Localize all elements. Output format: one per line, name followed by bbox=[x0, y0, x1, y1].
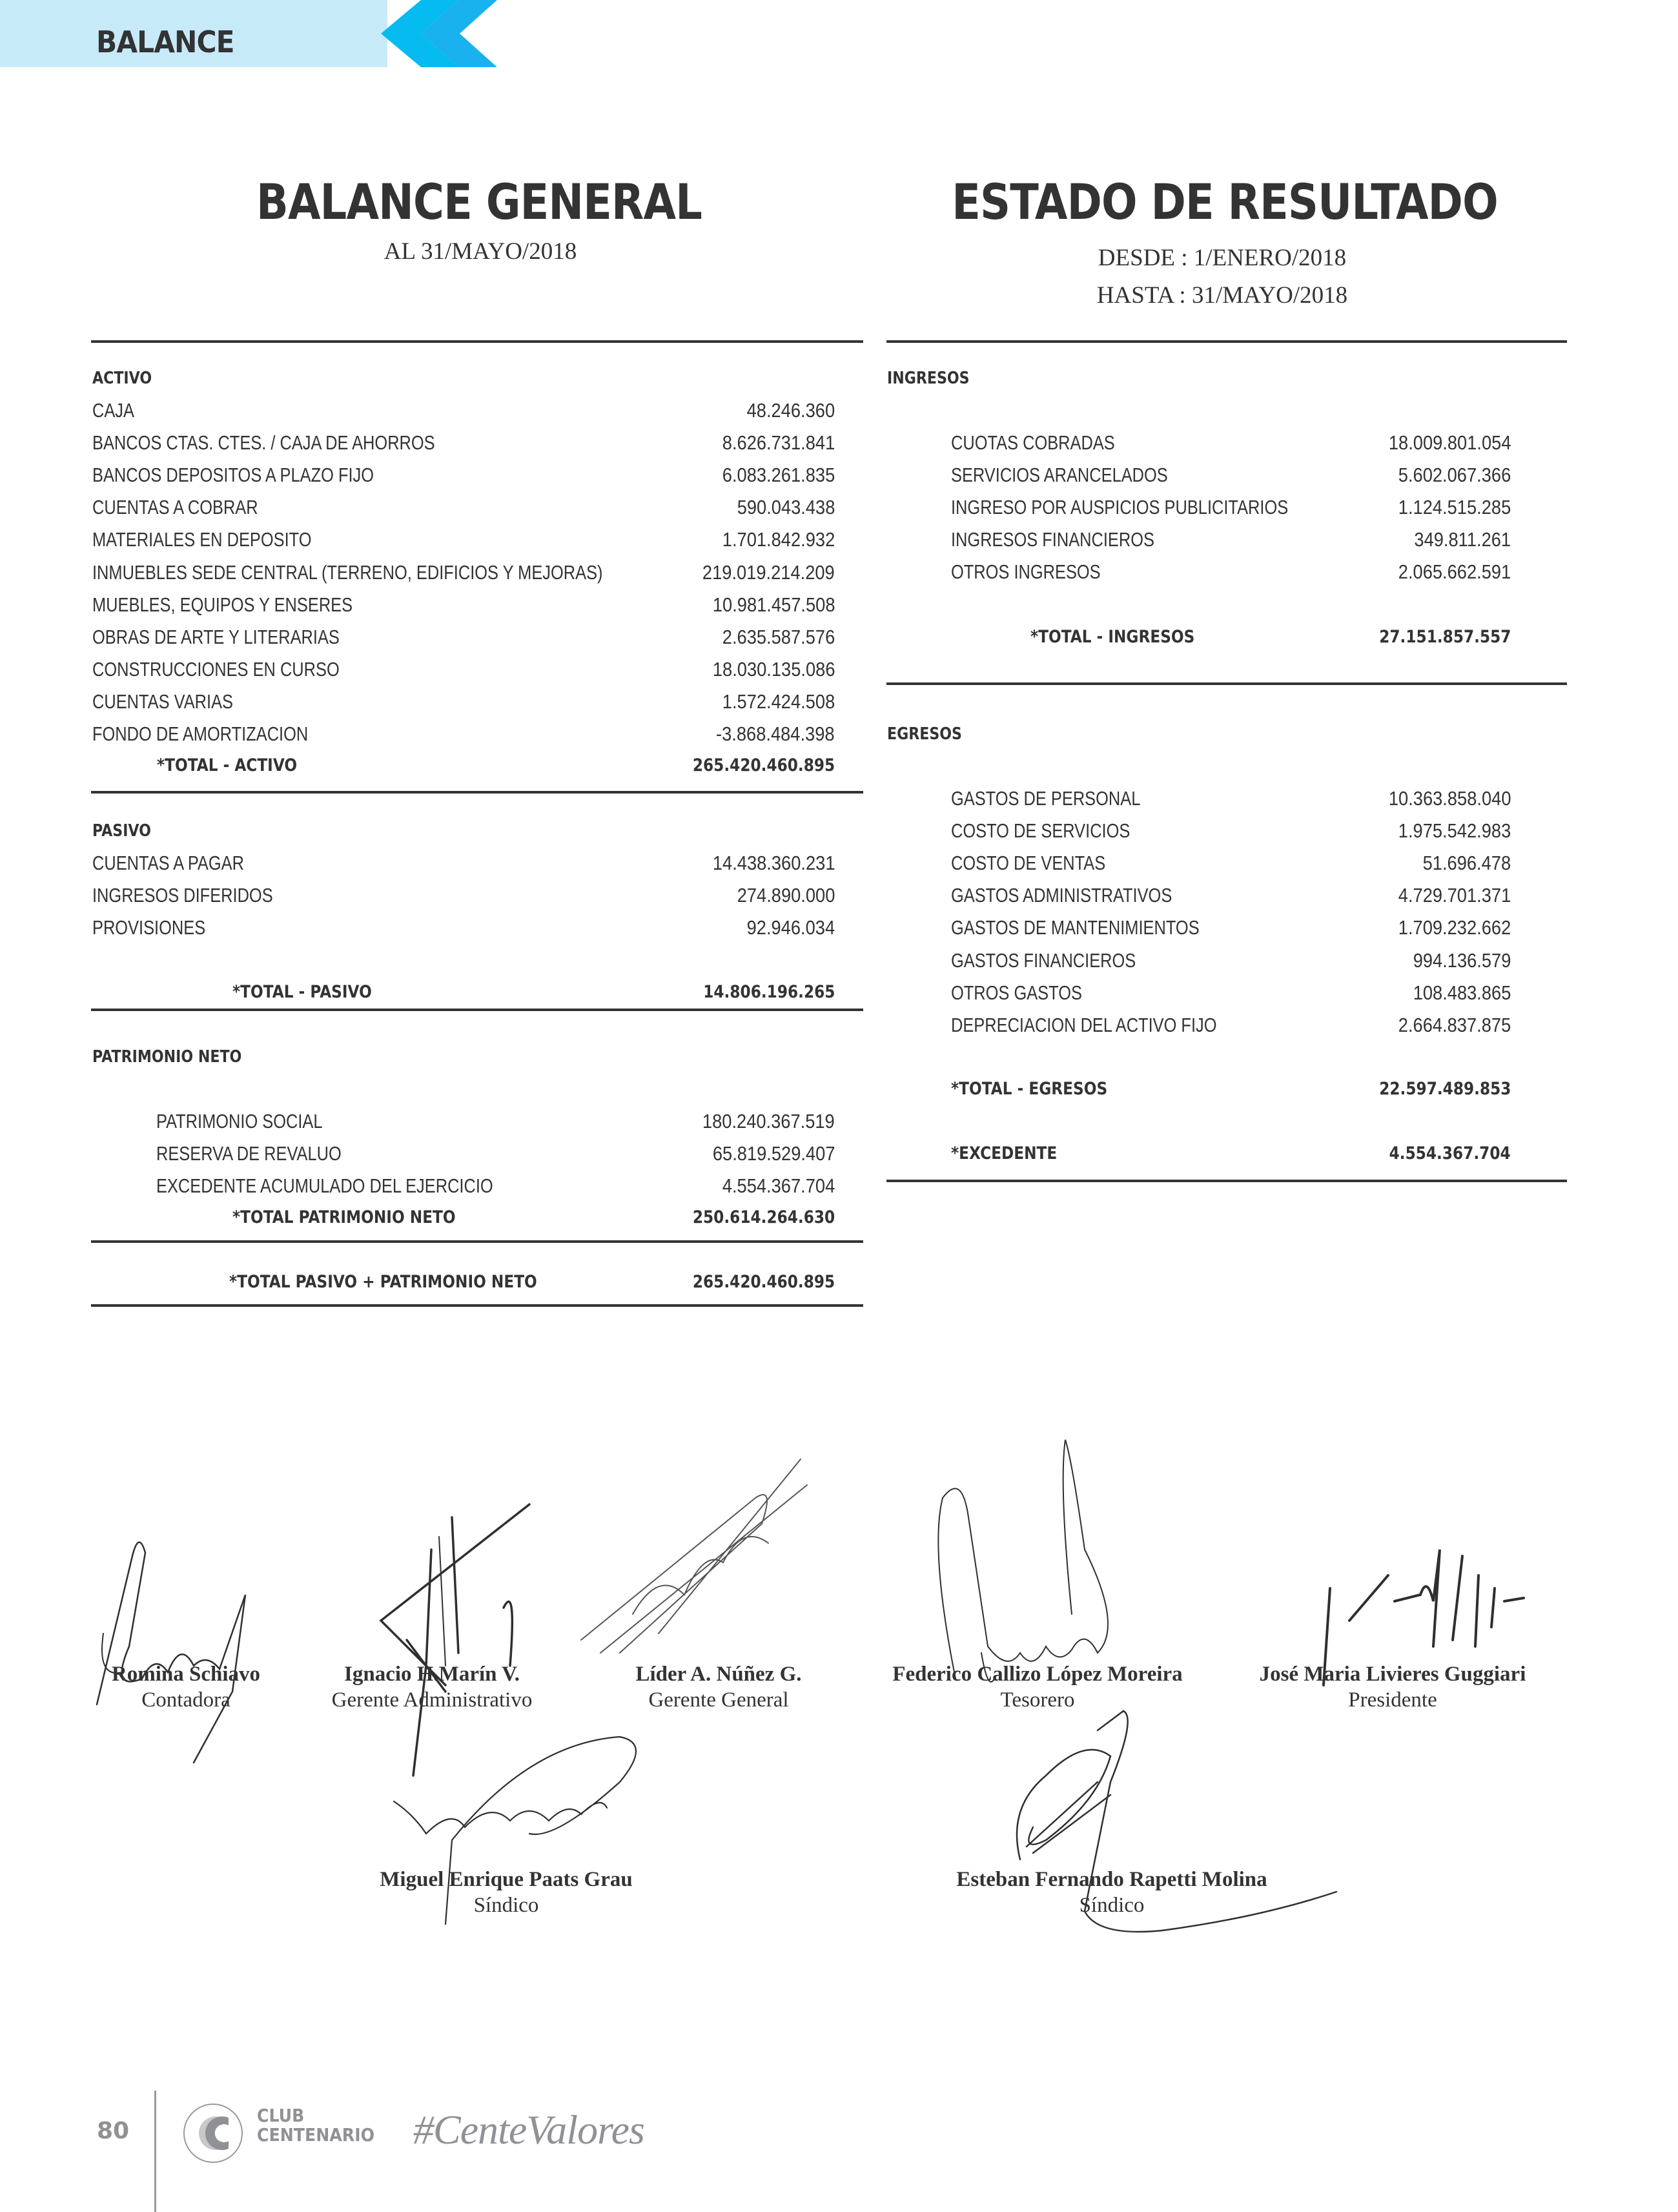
estado-resultado-desde: DESDE : 1/ENERO/2018 bbox=[1098, 245, 1347, 271]
activo-row-label: CUENTAS VARIAS bbox=[92, 690, 234, 713]
activo-row-label: BANCOS CTAS. CTES. / CAJA DE AHORROS bbox=[92, 431, 435, 455]
total-egresos-row-label: *TOTAL - EGRESOS bbox=[951, 1079, 1108, 1099]
patrimonio-row-value: 4.554.367.704 bbox=[722, 1174, 835, 1198]
activo-row-value: -3.868.484.398 bbox=[716, 722, 835, 745]
activo-row-value: 219.019.214.209 bbox=[702, 560, 835, 584]
egresos-row-value: 994.136.579 bbox=[1413, 948, 1511, 972]
ingresos-row-value: 2.065.662.591 bbox=[1398, 560, 1511, 584]
logo-line1: CLUB bbox=[257, 2105, 305, 2126]
egresos-row-label: COSTO DE VENTAS bbox=[951, 852, 1106, 875]
ingresos-row-value: 18.009.801.054 bbox=[1388, 431, 1511, 454]
signatory-name: José Maria Livieres Guggiari bbox=[1259, 1663, 1526, 1686]
activo-row-value: 2.635.587.576 bbox=[722, 625, 835, 648]
pasivo-row-label: INGRESOS DIFERIDOS bbox=[92, 884, 273, 907]
egresos-row-value: 2.664.837.875 bbox=[1398, 1013, 1511, 1036]
signatory-name: Romina Schiavo bbox=[111, 1663, 261, 1686]
signatory-name: Esteban Fernando Rapetti Molina bbox=[956, 1868, 1267, 1891]
club-centenario-logo-icon bbox=[182, 2102, 244, 2164]
pasivo-row-label: CUENTAS A PAGAR bbox=[92, 852, 244, 874]
signatory-name: Federico Callizo López Moreira bbox=[892, 1663, 1183, 1686]
activo-row-label: INMUEBLES SEDE CENTRAL (TERRENO, EDIFICIOS Y MEJORAS) bbox=[92, 560, 603, 584]
total-pasivo-row-label: *TOTAL - PASIVO bbox=[232, 982, 372, 1002]
total-pasivo-patrimonio-row-value: 265.420.460.895 bbox=[692, 1272, 835, 1292]
signatory-name: Líder A. Núñez G. bbox=[635, 1663, 802, 1686]
balance-general-title: BALANCE GENERAL bbox=[256, 173, 702, 230]
pasivo-row-value: 274.890.000 bbox=[737, 884, 835, 907]
balance-general-date: AL 31/MAYO/2018 bbox=[384, 238, 577, 265]
egresos-row-label: GASTOS ADMINISTRATIVOS bbox=[951, 884, 1172, 907]
estado-resultado-title: ESTADO DE RESULTADO bbox=[952, 173, 1498, 230]
estado-resultado-hasta: HASTA : 31/MAYO/2018 bbox=[1096, 282, 1348, 309]
page-number: 80 bbox=[97, 2118, 130, 2144]
activo-row-value: 6.083.261.835 bbox=[722, 464, 835, 487]
pasivo-row-value: 92.946.034 bbox=[746, 916, 835, 939]
patrimonio-row-value: 65.819.529.407 bbox=[712, 1142, 835, 1165]
activo-row-label: CUENTAS A COBRAR bbox=[92, 496, 258, 519]
excedente-row-value: 4.554.367.704 bbox=[1389, 1143, 1511, 1163]
activo-row-value: 18.030.135.086 bbox=[712, 657, 835, 681]
activo-row-value: 10.981.457.508 bbox=[712, 593, 835, 616]
total-pasivo-row-value: 14.806.196.265 bbox=[702, 982, 835, 1002]
activo-row-value: 8.626.731.841 bbox=[722, 431, 835, 455]
total-pasivo-patrimonio-row-label: *TOTAL PASIVO + PATRIMONIO NETO bbox=[229, 1272, 537, 1292]
total-ingresos-row-label: *TOTAL - INGRESOS bbox=[1030, 627, 1195, 647]
signatory-role: Gerente Administrativo bbox=[331, 1688, 533, 1712]
activo-row-value: 48.246.360 bbox=[746, 399, 835, 422]
egresos-row-label: DEPRECIACION DEL ACTIVO FIJO bbox=[951, 1013, 1217, 1036]
signatory-role: Tesorero bbox=[1000, 1688, 1075, 1712]
patrimonio-row-value: 180.240.367.519 bbox=[702, 1110, 835, 1132]
section-heading-egresos: EGRESOS bbox=[887, 724, 962, 744]
activo-row-label: BANCOS DEPOSITOS A PLAZO FIJO bbox=[92, 464, 374, 487]
signatory-role: Síndico bbox=[1079, 1894, 1145, 1917]
ingresos-row-value: 1.124.515.285 bbox=[1398, 496, 1511, 519]
ingresos-row-value: 5.602.067.366 bbox=[1398, 464, 1511, 487]
egresos-row-value: 51.696.478 bbox=[1422, 852, 1511, 875]
total-egresos-row-value: 22.597.489.853 bbox=[1378, 1079, 1511, 1099]
ingresos-row-value: 349.811.261 bbox=[1414, 528, 1511, 551]
footer-divider bbox=[154, 2091, 156, 2212]
hashtag: #CenteValores bbox=[413, 2107, 644, 2153]
signatory-role: Gerente General bbox=[648, 1688, 789, 1712]
signatory-name: Ignacio H.Marín V. bbox=[344, 1663, 520, 1686]
activo-row-label: CONSTRUCCIONES EN CURSO bbox=[92, 657, 340, 681]
pasivo-row-value: 14.438.360.231 bbox=[712, 852, 835, 874]
total-activo-row-label: *TOTAL - ACTIVO bbox=[157, 755, 298, 775]
excedente-row-label: *EXCEDENTE bbox=[951, 1143, 1058, 1163]
activo-row-label: OBRAS DE ARTE Y LITERARIAS bbox=[92, 625, 340, 648]
signatory-role: Contadora bbox=[141, 1688, 230, 1712]
egresos-row-label: GASTOS DE MANTENIMIENTOS bbox=[951, 916, 1200, 939]
egresos-row-label: GASTOS DE PERSONAL bbox=[951, 787, 1141, 810]
section-heading-pasivo: PASIVO bbox=[92, 821, 151, 841]
section-heading-activo: ACTIVO bbox=[92, 369, 152, 388]
ingresos-row-label: OTROS INGRESOS bbox=[951, 560, 1101, 584]
section-title: BALANCE bbox=[96, 25, 234, 59]
section-heading-patrimonio: PATRIMONIO NETO bbox=[92, 1047, 242, 1067]
activo-row-label: MUEBLES, EQUIPOS Y ENSERES bbox=[92, 593, 353, 616]
logo-line2: CENTENARIO bbox=[257, 2124, 375, 2145]
activo-row-label: CAJA bbox=[92, 399, 134, 422]
total-ingresos-row-value: 27.151.857.557 bbox=[1378, 627, 1511, 647]
ingresos-row-label: CUOTAS COBRADAS bbox=[951, 431, 1115, 454]
ingresos-row-label: SERVICIOS ARANCELADOS bbox=[951, 464, 1168, 487]
total-patrimonio-row-value: 250.614.264.630 bbox=[692, 1207, 835, 1227]
activo-row-label: MATERIALES EN DEPOSITO bbox=[92, 528, 312, 551]
egresos-row-value: 108.483.865 bbox=[1413, 981, 1511, 1004]
activo-row-label: FONDO DE AMORTIZACION bbox=[92, 722, 309, 745]
pasivo-row-label: PROVISIONES bbox=[92, 916, 206, 939]
egresos-row-label: GASTOS FINANCIEROS bbox=[951, 948, 1136, 972]
egresos-row-value: 4.729.701.371 bbox=[1398, 884, 1511, 907]
egresos-row-value: 10.363.858.040 bbox=[1388, 787, 1511, 810]
signatory-role: Síndico bbox=[473, 1894, 539, 1917]
section-heading-ingresos: INGRESOS bbox=[887, 369, 970, 388]
egresos-row-value: 1.975.542.983 bbox=[1398, 819, 1511, 843]
ingresos-row-label: INGRESOS FINANCIEROS bbox=[951, 528, 1154, 551]
logo-wordmark bbox=[257, 2106, 374, 2145]
signatory-role: Presidente bbox=[1348, 1688, 1437, 1712]
egresos-row-value: 1.709.232.662 bbox=[1398, 916, 1511, 939]
activo-row-value: 1.701.842.932 bbox=[722, 528, 835, 551]
egresos-row-label: COSTO DE SERVICIOS bbox=[951, 819, 1131, 843]
patrimonio-row-label: RESERVA DE REVALUO bbox=[156, 1142, 342, 1165]
signatory-name: Miguel Enrique Paats Grau bbox=[380, 1868, 633, 1891]
total-patrimonio-row-label: *TOTAL PATRIMONIO NETO bbox=[232, 1207, 456, 1227]
patrimonio-row-label: EXCEDENTE ACUMULADO DEL EJERCICIO bbox=[156, 1174, 493, 1198]
activo-row-value: 590.043.438 bbox=[737, 496, 835, 519]
activo-row-value: 1.572.424.508 bbox=[722, 690, 835, 713]
patrimonio-row-label: PATRIMONIO SOCIAL bbox=[156, 1110, 323, 1132]
ingresos-row-label: INGRESO POR AUSPICIOS PUBLICITARIOS bbox=[951, 496, 1289, 519]
egresos-row-label: OTROS GASTOS bbox=[951, 981, 1082, 1004]
total-activo-row-value: 265.420.460.895 bbox=[692, 755, 835, 775]
